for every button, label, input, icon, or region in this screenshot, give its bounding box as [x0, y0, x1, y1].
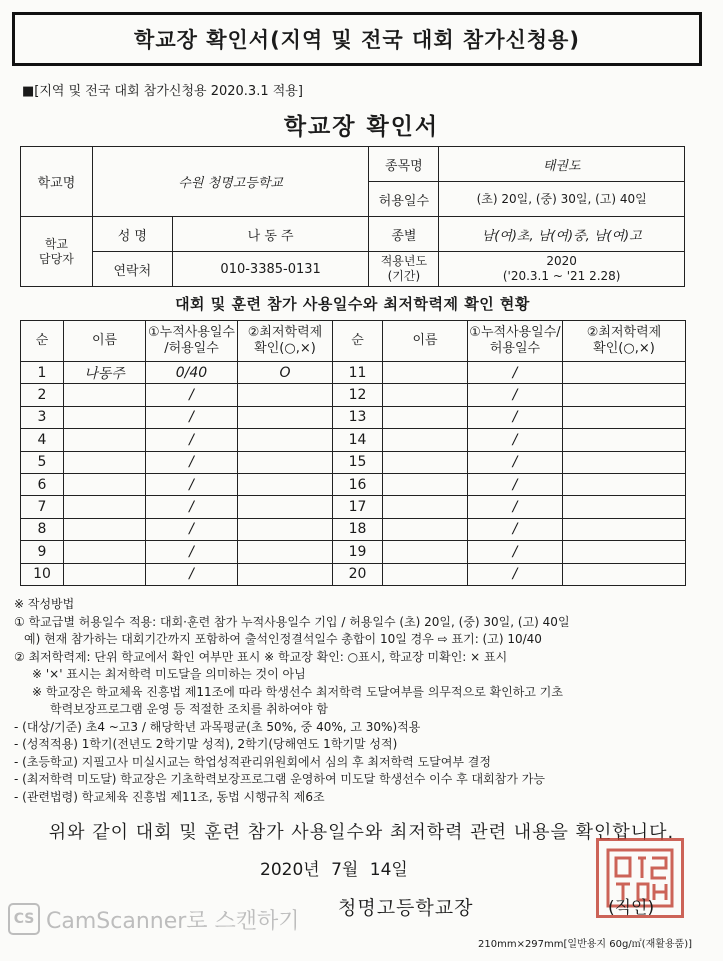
row-days-left: /: [146, 563, 238, 585]
note-line: - (성적적용) 1학기(전년도 2학기말 성적), 2학기(당해연도 1학기말 성적): [14, 737, 398, 751]
year-label: [369, 252, 439, 287]
row-min-right: [563, 518, 686, 540]
main-title: 학교장 확인서: [283, 114, 440, 140]
row-min-right: [563, 473, 686, 495]
watermark-text: CamScanner로 스캔하기: [46, 908, 300, 934]
row-name-right: [383, 406, 468, 428]
table-row: [21, 429, 686, 451]
row-min-left: O: [238, 362, 333, 384]
row-min-left: [238, 496, 333, 518]
row-days-left: /: [146, 451, 238, 473]
note-line: - (관련법령) 학교체육 진흥법 제11조, 동법 시행규칙 제6조: [14, 789, 325, 804]
row-min-left: [238, 473, 333, 495]
row-min-right: [563, 496, 686, 518]
table-header-row: [21, 321, 686, 362]
date-day: 14일: [369, 860, 408, 880]
row-name-left: [64, 518, 146, 540]
row-min-right: [563, 362, 686, 384]
row-no-right: 12: [333, 384, 383, 406]
row-days-right: /: [468, 541, 563, 563]
row-days-left: /: [146, 429, 238, 451]
table-row: [21, 406, 686, 428]
note-line: ※ '×' 표시는 최저학력 미도달을 의미하는 것이 아님: [32, 667, 306, 681]
table-row: [21, 362, 686, 384]
table-row: [21, 451, 686, 473]
confirmation-statement: 위와 같이 대회 및 훈련 참가 사용일수와 최저학력 관련 내용을 확인합니다.: [48, 822, 675, 843]
row-days-left: /: [146, 384, 238, 406]
manager-label: [21, 217, 93, 287]
row-no-right: 13: [333, 406, 383, 428]
row-name-right: [383, 429, 468, 451]
row-name-left: [64, 384, 146, 406]
row-min-right: [563, 451, 686, 473]
row-no-left: 6: [21, 473, 64, 495]
row-no-right: 17: [333, 496, 383, 518]
row-min-right: [563, 541, 686, 563]
row-name-left: [64, 563, 146, 585]
row-min-left: [238, 518, 333, 540]
row-days-left: /: [146, 518, 238, 540]
row-days-right: /: [468, 451, 563, 473]
note-line: - (초등학교) 지필고사 미실시교는 학업성적관리위원회에서 심의 후 최저학력 도달여부 결정: [14, 754, 491, 769]
document-title-box: [12, 12, 702, 66]
issue-date: [260, 855, 408, 880]
note-line: 예) 현재 참가하는 대회기간까지 포함하여 출석인정결석일수 총합이 10일 경우 ⇨ 표기: (고) 10/40: [24, 632, 542, 646]
col-no-left: 순: [21, 321, 64, 362]
col-name-right: 이름: [383, 321, 468, 362]
col-days-left-line1: ①누적사용일수: [147, 325, 235, 340]
row-days-left: 0/40: [146, 362, 238, 384]
row-name-right: [383, 451, 468, 473]
row-name-right: [383, 496, 468, 518]
row-name-right: [383, 518, 468, 540]
row-name-right: [383, 384, 468, 406]
col-name-left: 이름: [64, 321, 146, 362]
row-name-left: [64, 429, 146, 451]
note-line: ② 최저학력제: 단위 학교에서 확인 여부만 표시 ※ 학교장 확인: ○표시, 학교장 미확인: × 표시: [14, 649, 508, 664]
col-min-right-line1: ②최저학력제: [586, 325, 662, 340]
row-name-left: [64, 496, 146, 518]
row-min-left: [238, 384, 333, 406]
school-name-label: 학교명: [21, 147, 93, 217]
row-name-left: [64, 541, 146, 563]
row-no-left: 9: [21, 541, 64, 563]
row-no-left: 1: [21, 362, 64, 384]
col-no-right: 순: [333, 321, 383, 362]
category-value: 남(여)초, 남(여)중, 남(여)고: [439, 217, 685, 252]
event-label: 종목명: [369, 147, 439, 182]
info-table: [20, 146, 685, 287]
table-row: [21, 384, 686, 406]
manager-name-label: 성 명: [92, 217, 172, 252]
row-days-right: /: [468, 384, 563, 406]
row-days-right: /: [468, 496, 563, 518]
col-days-right-line1: ①누적사용일수/: [469, 325, 561, 340]
row-min-right: [563, 384, 686, 406]
row-days-left: /: [146, 473, 238, 495]
table-row: [21, 473, 686, 495]
allowed-days-label: 허용일수: [369, 182, 439, 217]
year-label-line2: (기간): [387, 269, 421, 283]
row-min-right: [563, 406, 686, 428]
row-min-left: [238, 406, 333, 428]
note-line: ※ 작성방법: [14, 597, 75, 611]
row-min-left: [238, 451, 333, 473]
year-value-line1: 2020: [546, 254, 577, 268]
category-label: 종별: [369, 217, 439, 252]
row-min-right: [563, 563, 686, 585]
school-name-value: 수원 청명고등학교: [92, 147, 369, 217]
row-no-right: 11: [333, 362, 383, 384]
note-line: - (최저학력 미도달) 학교장은 기초학력보장프로그램 운영하여 미도달 학생선수 이수 후 대회참가 가능: [14, 772, 545, 786]
row-min-right: [563, 429, 686, 451]
date-month: 7월: [331, 860, 359, 880]
seal-label: (직인): [608, 898, 655, 918]
note-line: ※ 학교장은 학교체육 진흥법 제11조에 따라 학생선수 최저학력 도달여부를 의무적으로 확인하고 기초: [32, 684, 563, 699]
row-name-right: [383, 541, 468, 563]
note-line: ① 학교급별 허용일수 적용: 대회·훈련 참가 누적사용일수 기입 / 허용일수 (초) 20일, (중) 30일, (고) 40일: [14, 614, 570, 629]
date-year: 2020년: [260, 860, 320, 880]
row-min-left: [238, 541, 333, 563]
row-no-left: 5: [21, 451, 64, 473]
row-name-left: [64, 451, 146, 473]
row-days-left: /: [146, 541, 238, 563]
principal-title: 청명고등학교장: [338, 897, 474, 919]
row-no-right: 20: [333, 563, 383, 585]
row-name-left: [64, 406, 146, 428]
row-no-left: 3: [21, 406, 64, 428]
allowed-days-value: (초) 20일, (중) 30일, (고) 40일: [439, 182, 685, 217]
year-value: [439, 252, 685, 287]
row-name-right: [383, 362, 468, 384]
row-days-left: /: [146, 496, 238, 518]
row-days-right: /: [468, 563, 563, 585]
row-min-left: [238, 563, 333, 585]
row-no-left: 8: [21, 518, 64, 540]
contact-value: 010-3385-0131: [172, 252, 369, 287]
row-days-right: /: [468, 429, 563, 451]
col-days-left-line2: /허용일수: [164, 341, 219, 356]
manager-label-line2: 담당자: [39, 251, 74, 266]
row-name-left: [64, 473, 146, 495]
row-min-left: [238, 429, 333, 451]
col-days-right-line2: 허용일수: [489, 341, 541, 356]
row-no-right: 15: [333, 451, 383, 473]
paper-spec-note: 210mm×297mm[일반용지 60g/㎡(재활용품)]: [478, 939, 693, 950]
row-name-right: [383, 563, 468, 585]
table-row: [21, 518, 686, 540]
col-min-left-line2: 확인(○,×): [254, 341, 316, 356]
row-no-left: 7: [21, 496, 64, 518]
instructions-block: [14, 596, 714, 806]
col-min-left-line1: ②최저학력제: [247, 325, 323, 340]
col-days-right: [468, 321, 563, 362]
row-no-right: 16: [333, 473, 383, 495]
row-no-left: 4: [21, 429, 64, 451]
row-name-right: [383, 473, 468, 495]
row-no-left: 2: [21, 384, 64, 406]
year-value-line2: ('20.3.1 ~ '21 2.28): [502, 269, 621, 283]
participation-table: [20, 320, 686, 586]
row-no-right: 18: [333, 518, 383, 540]
row-days-right: /: [468, 406, 563, 428]
row-no-right: 14: [333, 429, 383, 451]
scanner-watermark: [8, 903, 300, 935]
row-no-left: 10: [21, 563, 64, 585]
table-row: [21, 563, 686, 585]
row-days-right: /: [468, 473, 563, 495]
section-title: 대회 및 훈련 참가 사용일수와 최저학력제 확인 현황: [175, 295, 530, 313]
contact-label: 연락처: [92, 252, 172, 287]
table-row: [21, 496, 686, 518]
table-row: [21, 541, 686, 563]
row-days-right: /: [468, 362, 563, 384]
document-title: 학교장 확인서(지역 및 전국 대회 참가신청용): [134, 28, 580, 52]
note-line: 학력보장프로그램 운영 등 적절한 조치를 취하여야 함: [50, 702, 328, 716]
row-no-right: 19: [333, 541, 383, 563]
col-min-right: [563, 321, 686, 362]
col-min-left: [238, 321, 333, 362]
manager-label-line1: 학교: [44, 236, 69, 251]
note-line: - (대상/기준) 초4 ~고3 / 해당학년 과목평균(초 50%, 중 40%, 고 30%)적용: [14, 719, 421, 734]
camscanner-logo-icon: CS: [8, 903, 40, 935]
row-name-left: 나동주: [64, 362, 146, 384]
row-days-right: /: [468, 518, 563, 540]
manager-name-value: 나 동 주: [172, 217, 369, 252]
col-min-right-line2: 확인(○,×): [593, 341, 655, 356]
year-label-line1: 적용년도: [380, 254, 428, 268]
col-days-left: [146, 321, 238, 362]
row-days-left: /: [146, 406, 238, 428]
event-value: 태권도: [439, 147, 685, 182]
applicability-note: ■[지역 및 전국 대회 참가신청용 2020.3.1 적용]: [22, 84, 303, 99]
